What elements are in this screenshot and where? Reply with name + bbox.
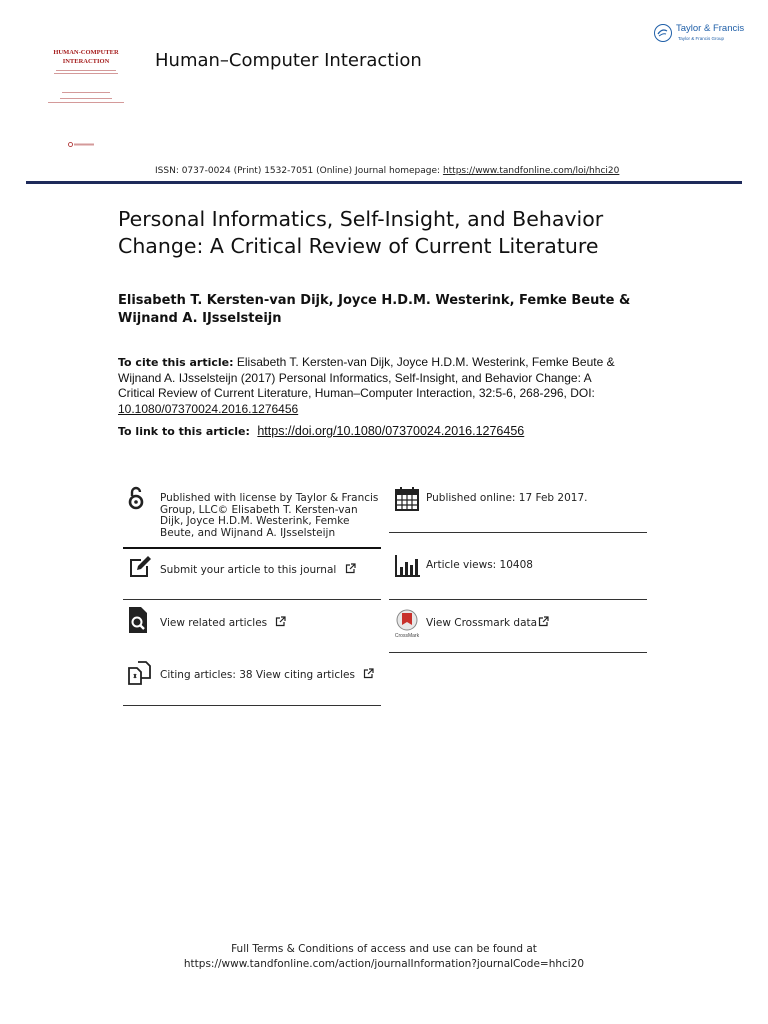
- open-access-icon: [124, 486, 154, 516]
- external-link-icon: [363, 668, 374, 679]
- publisher-group: Taylor & Francis Group: [678, 36, 725, 41]
- bar-chart-icon: [395, 553, 421, 583]
- publisher-logo-icon: [654, 24, 672, 42]
- document-search-icon: [127, 607, 153, 637]
- footer-terms: [0, 942, 768, 972]
- article-authors: Elisabeth T. Kersten-van Dijk, Joyce H.D.M. Westerink, Femke Beute & Wijnand A. IJsselsteijn: [118, 293, 631, 326]
- journal-cover-thumbnail: [40, 44, 132, 156]
- cover-text-line: [56, 70, 116, 71]
- citing-documents-icon: [127, 660, 153, 690]
- info-divider: [389, 652, 647, 653]
- external-link-icon: [345, 563, 356, 574]
- related-articles-label: View related articles: [160, 617, 268, 629]
- published-online-date: Published online: 17 Feb 2017.: [426, 492, 588, 504]
- cover-text-line: [48, 102, 124, 103]
- info-divider: [389, 599, 647, 600]
- crossmark-link[interactable]: [426, 616, 549, 630]
- journal-title[interactable]: Human–Computer Interaction: [155, 50, 422, 71]
- external-link-icon: [538, 616, 549, 627]
- issn-line: [155, 166, 619, 176]
- footer-terms-link[interactable]: https://www.tandfonline.com/action/journalInformation?journalCode=hhci20: [183, 958, 585, 970]
- calendar-icon: [394, 486, 420, 516]
- publisher-logo[interactable]: [654, 22, 746, 46]
- submit-article-link[interactable]: [160, 563, 356, 577]
- article-views: Article views: 10408: [426, 559, 533, 571]
- cover-text-line: [60, 98, 112, 99]
- issn-text: ISSN: 0737-0024 (Print) 1532-7051 (Online) Journal homepage:: [155, 166, 441, 176]
- info-divider: [123, 547, 381, 549]
- cite-doi-link[interactable]: 10.1080/07370024.2016.1276456: [118, 401, 299, 416]
- info-divider: [123, 599, 381, 600]
- publisher-name: Taylor & Francis: [676, 23, 745, 34]
- info-divider: [123, 705, 381, 706]
- article-doi-link[interactable]: https://doi.org/10.1080/07370024.2016.1276456: [257, 424, 525, 438]
- footer-line-1: Full Terms & Conditions of access and use can be found at: [231, 943, 537, 955]
- edit-icon: [127, 554, 153, 584]
- external-link-icon: [275, 616, 286, 627]
- article-title: Personal Informatics, Self-Insight, and Behavior Change: A Critical Review of Current Literature: [118, 207, 604, 258]
- crossmark-logo-text: CrossMark: [394, 633, 420, 639]
- cover-text-line: [54, 73, 118, 74]
- article-link-line: [118, 424, 638, 438]
- link-label: To link to this article:: [118, 425, 250, 438]
- info-divider: [389, 532, 647, 533]
- citing-articles-link[interactable]: [160, 668, 374, 682]
- related-articles-link[interactable]: [160, 616, 286, 630]
- crossmark-icon: [394, 609, 420, 639]
- cover-title: HUMAN-COMPUTER INTERACTION: [53, 49, 119, 65]
- cite-text: Elisabeth T. Kersten-van Dijk, Joyce H.D.M. Westerink, Femke Beute & Wijnand A. IJsselsteijn (2017) Personal Informatics, Self-Insight, and Behavior Change: A Critical Review of Current Literature, Human–Computer Interaction, 32:5-6, 268-296, DOI:: [118, 355, 615, 400]
- license-text: Published with license by Taylor & Francis Group, LLC© Elisabeth T. Kersten-van Dijk, Joyce H.D.M. Westerink, Femke Beute, and Wijnand A. IJsselsteijn: [160, 492, 379, 539]
- header-divider: [26, 181, 742, 184]
- submit-article-label: Submit your article to this journal: [160, 564, 337, 576]
- cover-text-line: [62, 92, 110, 93]
- cite-label: To cite this article:: [118, 356, 234, 369]
- citation-block: [118, 355, 618, 417]
- citing-articles-label: Citing articles: 38 View citing articles: [160, 669, 355, 681]
- cover-publisher-logo: [68, 142, 96, 147]
- journal-homepage-link[interactable]: https://www.tandfonline.com/loi/hhci20: [442, 166, 620, 176]
- crossmark-label: View Crossmark data: [426, 617, 538, 629]
